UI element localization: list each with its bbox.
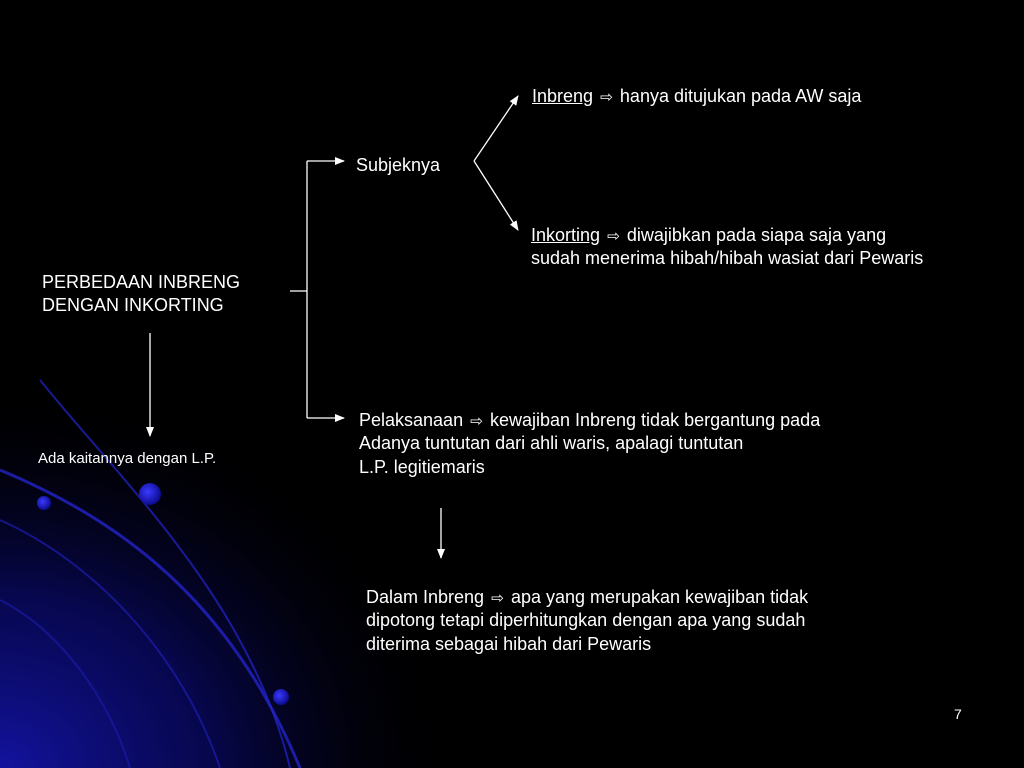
main-title <box>42 271 240 318</box>
pelaksanaan-node <box>359 409 820 479</box>
subjek-label: Subjeknya <box>356 155 441 175</box>
right-arrow-icon: ⇨ <box>470 412 483 430</box>
pelaksanaan-term: Pelaksanaan <box>359 410 464 430</box>
dalam-inbreng-node <box>366 586 808 656</box>
pelaksanaan-text-line-3: L.P. legitiemaris <box>359 456 485 477</box>
inbreng-node <box>532 85 861 108</box>
right-arrow-icon: ⇨ <box>491 589 504 607</box>
dalam-inbreng-term: Dalam Inbreng <box>366 587 485 607</box>
main-title-line-2: DENGAN INKORTING <box>42 295 224 316</box>
dalam-inbreng-text-line-3: diterima sebagai hibah dari Pewaris <box>366 633 652 654</box>
right-arrow-icon: ⇨ <box>607 227 620 245</box>
dalam-inbreng-text-line-2: dipotong tetapi diperhitungkan dengan apa yang sudah <box>366 610 806 631</box>
pelaksanaan-text: kewajiban Inbreng tidak bergantung pada <box>489 410 821 430</box>
inbreng-term: Inbreng <box>532 86 594 106</box>
inkorting-text-line-2: sudah menerima hibah/hibah wasiat dari Pewaris <box>531 248 924 269</box>
inkorting-node <box>531 224 923 271</box>
inkorting-term: Inkorting <box>531 225 601 245</box>
pelaksanaan-text-line-2: Adanya tuntutan dari ahli waris, apalagi tuntutan <box>359 433 744 454</box>
inbreng-text: hanya ditujukan pada AW saja <box>619 86 862 106</box>
slide-number: 7 <box>954 706 962 722</box>
related-note: Ada kaitannya dengan L.P. <box>38 450 217 467</box>
inkorting-text: diwajibkan pada siapa saja yang <box>626 225 887 245</box>
right-arrow-icon: ⇨ <box>600 88 613 106</box>
dalam-inbreng-text: apa yang merupakan kewajiban tidak <box>510 587 809 607</box>
main-title-line-1: PERBEDAAN INBRENG <box>42 272 241 292</box>
